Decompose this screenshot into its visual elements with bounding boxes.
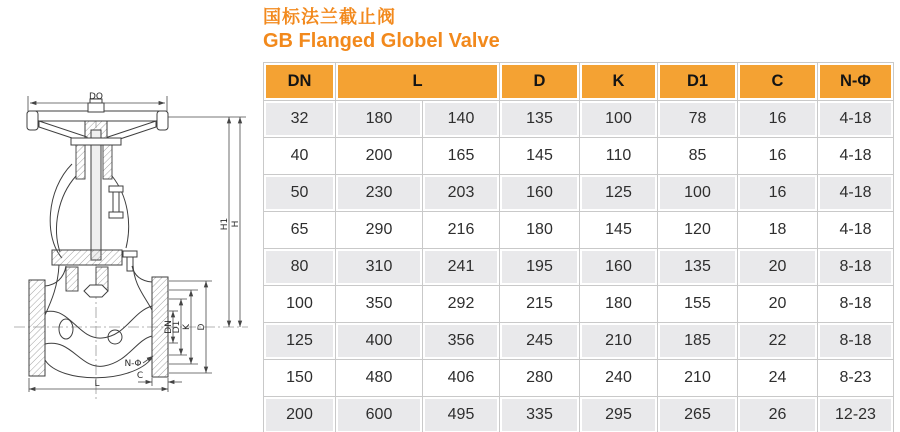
spec-cell: 180: [336, 101, 423, 138]
spec-row: [264, 212, 894, 249]
spec-row: [264, 175, 894, 212]
spec-row: [264, 101, 894, 138]
spec-table: [263, 62, 894, 432]
spec-row: [264, 249, 894, 286]
spec-cell: 241: [423, 249, 500, 286]
spec-cell: 8-18: [818, 249, 894, 286]
dim-label-do: DO: [88, 92, 104, 102]
product-title-zh: 国标法兰截止阀: [263, 7, 396, 27]
spec-cell: 125: [264, 323, 336, 360]
spec-cell: 100: [658, 175, 738, 212]
spec-cell: 185: [658, 323, 738, 360]
spec-row: [264, 360, 894, 397]
spec-cell: 200: [264, 397, 336, 432]
spec-cell: 135: [500, 101, 580, 138]
spec-cell: 100: [580, 101, 658, 138]
spec-cell: 26: [738, 397, 818, 432]
spec-cell: 78: [658, 101, 738, 138]
spec-cell: 12-23: [818, 397, 894, 432]
spec-cell: 210: [580, 323, 658, 360]
spec-cell: 290: [336, 212, 423, 249]
spec-cell: 8-18: [818, 323, 894, 360]
spec-cell: 245: [500, 323, 580, 360]
spec-cell: 356: [423, 323, 500, 360]
spec-cell: 280: [500, 360, 580, 397]
yoke-and-bonnet: [50, 130, 137, 297]
spec-cell: 180: [500, 212, 580, 249]
spec-cell: 24: [738, 360, 818, 397]
spec-cell: 85: [658, 138, 738, 175]
spec-cell: 203: [423, 175, 500, 212]
spec-cell: 210: [658, 360, 738, 397]
spec-cell: 4-18: [818, 175, 894, 212]
dim-label-n-phi: N-Φ: [124, 359, 142, 369]
dim-label-l: L: [94, 379, 100, 389]
dimension-annotations: [28, 92, 246, 392]
col-header-d: D: [500, 63, 580, 101]
spec-cell: 16: [738, 175, 818, 212]
valve-technical-drawing: [0, 0, 260, 432]
spec-cell: 265: [658, 397, 738, 432]
spec-cell: 4-18: [818, 101, 894, 138]
spec-cell: 16: [738, 101, 818, 138]
spec-cell: 180: [580, 286, 658, 323]
spec-cell: 135: [658, 249, 738, 286]
spec-cell: 50: [264, 175, 336, 212]
spec-cell: 20: [738, 286, 818, 323]
dim-label-d1: D1: [172, 320, 182, 334]
spec-cell: 145: [500, 138, 580, 175]
col-header-c: C: [738, 63, 818, 101]
spec-cell: 230: [336, 175, 423, 212]
spec-cell: 125: [580, 175, 658, 212]
dim-label-c: C: [136, 371, 144, 381]
col-header-dn: DN: [264, 63, 336, 101]
spec-cell: 292: [423, 286, 500, 323]
spec-cell: 145: [580, 212, 658, 249]
spec-cell: 18: [738, 212, 818, 249]
spec-cell: 8-18: [818, 286, 894, 323]
product-title-en: GB Flanged Globel Valve: [263, 29, 500, 52]
spec-cell: 4-18: [818, 138, 894, 175]
col-header-k: K: [580, 63, 658, 101]
spec-cell: 16: [738, 138, 818, 175]
spec-cell: 4-18: [818, 212, 894, 249]
spec-cell: 350: [336, 286, 423, 323]
spec-row: [264, 323, 894, 360]
spec-cell: 160: [580, 249, 658, 286]
spec-cell: 120: [658, 212, 738, 249]
spec-header-row: [264, 63, 894, 101]
spec-cell: 310: [336, 249, 423, 286]
spec-cell: 240: [580, 360, 658, 397]
spec-cell: 40: [264, 138, 336, 175]
spec-cell: 150: [264, 360, 336, 397]
spec-cell: 80: [264, 249, 336, 286]
title-block: [263, 7, 500, 53]
col-header-l: L: [336, 63, 500, 101]
spec-cell: 160: [500, 175, 580, 212]
spec-cell: 140: [423, 101, 500, 138]
centerlines: [14, 98, 248, 402]
spec-cell: 155: [658, 286, 738, 323]
dim-label-dn: DN: [164, 320, 174, 334]
spec-cell: 20: [738, 249, 818, 286]
spec-cell: 600: [336, 397, 423, 432]
spec-row: [264, 138, 894, 175]
col-header-d1: D1: [658, 63, 738, 101]
dim-label-h1: H1: [220, 217, 230, 231]
spec-row: [264, 286, 894, 323]
spec-cell: 195: [500, 249, 580, 286]
spec-cell: 32: [264, 101, 336, 138]
dim-label-d: D: [197, 323, 207, 331]
spec-cell: 406: [423, 360, 500, 397]
spec-cell: 400: [336, 323, 423, 360]
spec-cell: 200: [336, 138, 423, 175]
spec-cell: 22: [738, 323, 818, 360]
spec-cell: 495: [423, 397, 500, 432]
spec-cell: 480: [336, 360, 423, 397]
spec-cell: 335: [500, 397, 580, 432]
spec-cell: 65: [264, 212, 336, 249]
spec-cell: 110: [580, 138, 658, 175]
spec-cell: 215: [500, 286, 580, 323]
spec-cell: 100: [264, 286, 336, 323]
spec-cell: 216: [423, 212, 500, 249]
dim-label-k: K: [182, 324, 192, 330]
spec-cell: 295: [580, 397, 658, 432]
spec-cell: 165: [423, 138, 500, 175]
dim-label-h: H: [231, 220, 241, 228]
col-header-n-phi: N-Φ: [818, 63, 894, 101]
spec-cell: 8-23: [818, 360, 894, 397]
spec-row: [264, 397, 894, 432]
